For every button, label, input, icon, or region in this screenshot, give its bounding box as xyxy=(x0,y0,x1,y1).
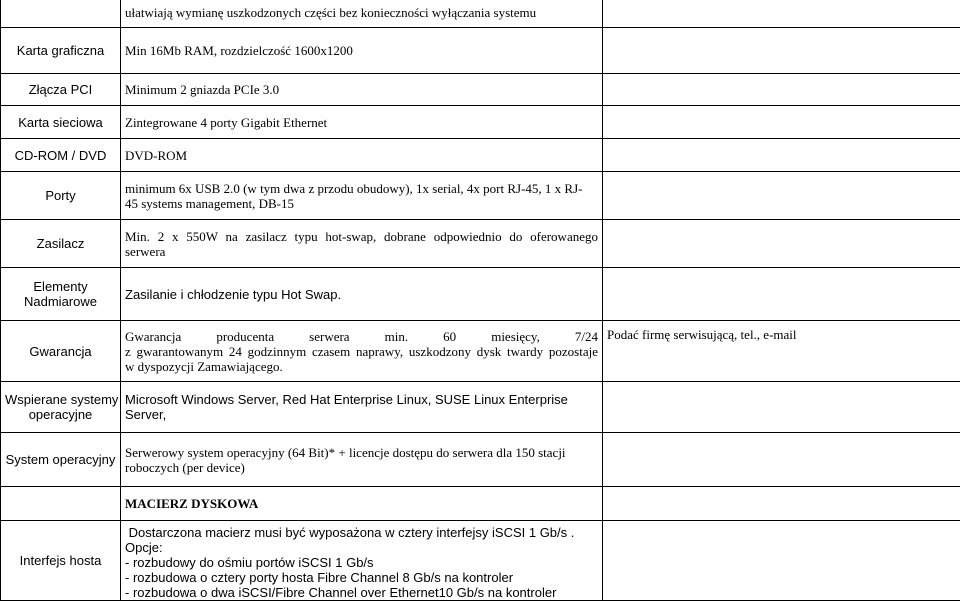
row-value-line: serwera xyxy=(125,243,166,259)
note-cell xyxy=(603,220,960,268)
table-row xyxy=(1,74,960,106)
row-value-line: roboczych (per device) xyxy=(125,459,245,475)
label-cell xyxy=(1,268,121,321)
list-item: - rozbudowy do ośmiu portów iSCSI 1 Gb/s xyxy=(125,555,374,570)
value-cell xyxy=(121,0,603,28)
note-cell xyxy=(603,0,960,28)
row-label: Karta graficzna xyxy=(16,43,105,58)
table-row xyxy=(1,433,960,487)
note-cell xyxy=(603,106,960,139)
label-cell xyxy=(1,487,121,521)
row-value-line: minimum 6x USB 2.0 (w tym dwa z przodu obudowy), 1x serial, 4x port RJ-45, 1 x RJ- xyxy=(125,180,583,196)
note-cell xyxy=(603,382,960,433)
value-cell xyxy=(121,321,603,382)
row-value: Zintegrowane 4 porty Gigabit Ethernet xyxy=(125,114,328,130)
label-cell xyxy=(1,521,121,601)
value-cell xyxy=(121,382,603,433)
table-row xyxy=(1,382,960,433)
table-row xyxy=(1,28,960,74)
row-label: Karta sieciowa xyxy=(18,114,103,130)
table-row xyxy=(1,321,960,382)
note-cell xyxy=(603,172,960,220)
table-row xyxy=(1,487,960,521)
row-value: Microsoft Windows Server, Red Hat Enterprise Linux, SUSE Linux Enterprise Server, xyxy=(125,392,568,422)
row-value-line: w dyspozycji Zamawiającego. xyxy=(125,358,283,374)
note-cell xyxy=(603,268,960,321)
label-cell xyxy=(1,321,121,382)
label-cell xyxy=(1,382,121,433)
value-cell xyxy=(121,487,603,521)
row-value: Minimum 2 gniazda PCIe 3.0 xyxy=(125,82,280,97)
value-cell xyxy=(121,172,603,220)
label-cell xyxy=(1,220,121,268)
value-cell xyxy=(121,268,603,321)
continuation-text: ułatwiają wymianę uszkodzonych części bez konieczności wyłączania systemu xyxy=(125,5,537,20)
row-value: Min 16Mb RAM, rozdzielczość 1600x1200 xyxy=(125,43,353,58)
value-cell xyxy=(121,433,603,487)
label-cell xyxy=(1,139,121,172)
label-cell xyxy=(1,28,121,74)
table-row xyxy=(1,220,960,268)
row-label: CD-ROM / DVD xyxy=(14,147,107,163)
list-item: Opcje: xyxy=(125,540,163,555)
row-value-line: z gwarantowanym 24 godzinnym czasem naprawy, uszkodzony dysk twardy pozostaje xyxy=(125,343,598,359)
note-cell xyxy=(603,433,960,487)
row-value-line: Serwerowy system operacyjny (64 Bit)* + licencje dostępu do serwera dla 150 stacji xyxy=(125,444,566,460)
note-cell xyxy=(603,487,960,521)
row-label: Zasilacz xyxy=(36,236,85,251)
row-label: Złącza PCI xyxy=(28,82,93,97)
row-label-line: operacyjne xyxy=(28,407,93,422)
table-row xyxy=(1,106,960,139)
value-cell xyxy=(121,28,603,74)
note-cell xyxy=(603,28,960,74)
row-label: System operacyjny xyxy=(5,452,116,467)
row-value-line: Min. 2 x 550W na zasilacz typu hot-swap, dobrane odpowiednio do oferowanego xyxy=(125,228,598,244)
row-note: Podać firmę serwisującą, tel., e-mail xyxy=(607,327,797,342)
note-cell xyxy=(603,74,960,106)
label-cell xyxy=(1,433,121,487)
section-heading: MACIERZ DYSKOWA xyxy=(125,496,259,511)
list-item: - rozbudowa o dwa iSCSI/Fibre Channel over Ethernet10 Gb/s na kontroler xyxy=(125,585,557,600)
label-cell xyxy=(1,172,121,220)
table-row xyxy=(1,0,960,28)
row-label: Interfejs hosta xyxy=(19,553,102,568)
value-cell xyxy=(121,74,603,106)
row-value-line: 45 systems management, DB-15 xyxy=(125,195,294,211)
list-item: Dostarczona macierz musi być wyposażona w cztery interfejsy iSCSI 1 Gb/s . xyxy=(125,525,575,540)
row-label-line: Nadmiarowe xyxy=(24,294,97,309)
note-cell xyxy=(603,521,960,601)
label-cell xyxy=(1,106,121,139)
table-row xyxy=(1,172,960,220)
value-cell xyxy=(121,521,603,601)
note-cell xyxy=(603,321,960,382)
table-row xyxy=(1,139,960,172)
row-label: Porty xyxy=(45,188,76,203)
label-cell xyxy=(1,0,121,28)
row-label: Gwarancja xyxy=(29,343,92,359)
row-label-line: Wspierane systemy xyxy=(5,392,119,407)
row-value-line: Gwarancja producenta serwera min. 60 miesięcy, 7/24 xyxy=(125,328,598,344)
row-label-line: Elementy xyxy=(33,279,88,294)
label-cell xyxy=(1,74,121,106)
value-cell xyxy=(121,139,603,172)
value-cell xyxy=(121,220,603,268)
list-item: - rozbudowa o cztery porty hosta Fibre Channel 8 Gb/s na kontroler xyxy=(125,570,514,585)
row-value: DVD-ROM xyxy=(125,147,188,163)
note-cell xyxy=(603,139,960,172)
value-cell xyxy=(121,106,603,139)
row-value: Zasilanie i chłodzenie typu Hot Swap. xyxy=(125,286,342,302)
table-row xyxy=(1,268,960,321)
table-row xyxy=(1,521,960,601)
